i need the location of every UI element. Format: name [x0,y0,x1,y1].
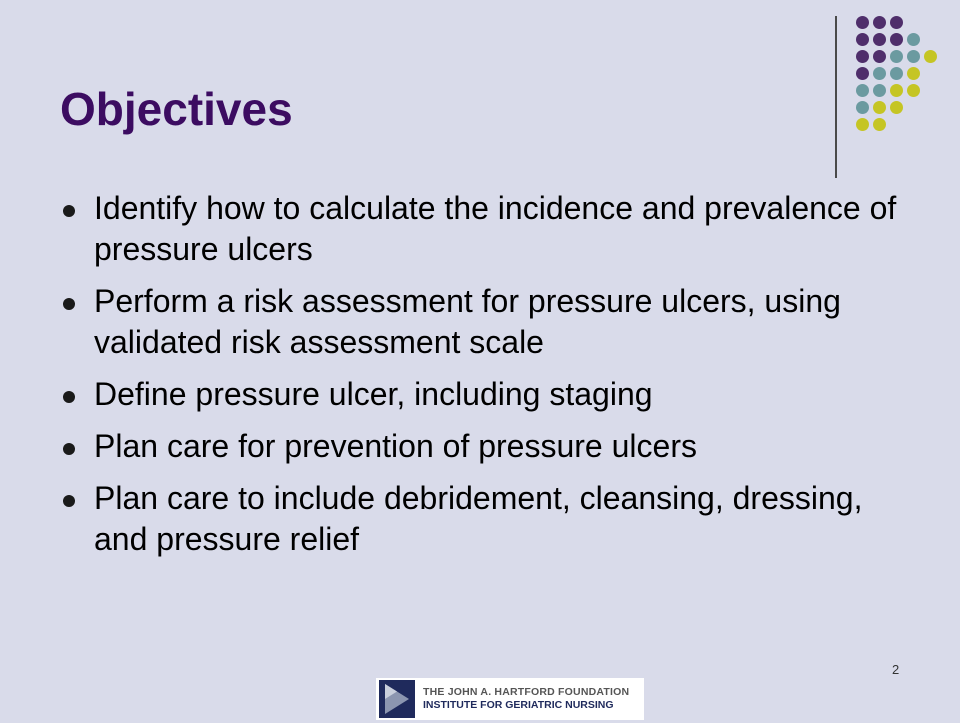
hartford-foundation-logo [376,678,644,720]
decor-dot [907,50,920,63]
slide-title: Objectives [60,83,293,135]
decor-dot [890,16,903,29]
decorative-dot-grid [0,0,960,200]
decor-dot [856,50,869,63]
bullet-icon [63,495,75,507]
list-item-text: Plan care for prevention of pressure ulcers [94,428,697,464]
decor-dot [873,33,886,46]
list-item [60,374,920,415]
list-item-text: Plan care to include debridement, cleansing, dressing, and pressure relief [94,480,863,557]
list-item [60,281,920,363]
bullet-icon [63,443,75,455]
decor-dot [873,84,886,97]
decor-dot [907,33,920,46]
bullet-icon [63,391,75,403]
decor-dot [873,50,886,63]
decor-dot [873,67,886,80]
list-item-text: Identify how to calculate the incidence and prevalence of pressure ulcers [94,190,897,267]
decor-dot [873,118,886,131]
bullet-icon [63,205,75,217]
decor-dot [856,118,869,131]
decor-dot [924,50,937,63]
decor-dot [907,84,920,97]
list-item [60,478,920,560]
foundation-name: THE JOHN A. HARTFORD FOUNDATION [423,686,630,698]
decor-dot [856,67,869,80]
decor-dot [856,33,869,46]
decor-dot [856,101,869,114]
decor-dot [890,67,903,80]
decor-dot [890,101,903,114]
list-item-text: Perform a risk assessment for pressure ulcers, using validated risk assessment scale [94,283,841,360]
decor-dot [890,50,903,63]
list-item [60,426,920,467]
list-item-text: Define pressure ulcer, including staging [94,376,653,412]
decor-dot [890,84,903,97]
foundation-logo-icon [379,680,415,718]
decor-dot [873,101,886,114]
page-number: 2 [892,662,900,677]
objectives-list [60,188,920,571]
institute-name: INSTITUTE FOR GERIATRIC NURSING [423,699,614,711]
decor-dot [890,33,903,46]
bullet-icon [63,298,75,310]
decor-dot [873,16,886,29]
list-item [60,188,920,270]
decor-dot [856,16,869,29]
decor-dot [856,84,869,97]
decor-dot [907,67,920,80]
